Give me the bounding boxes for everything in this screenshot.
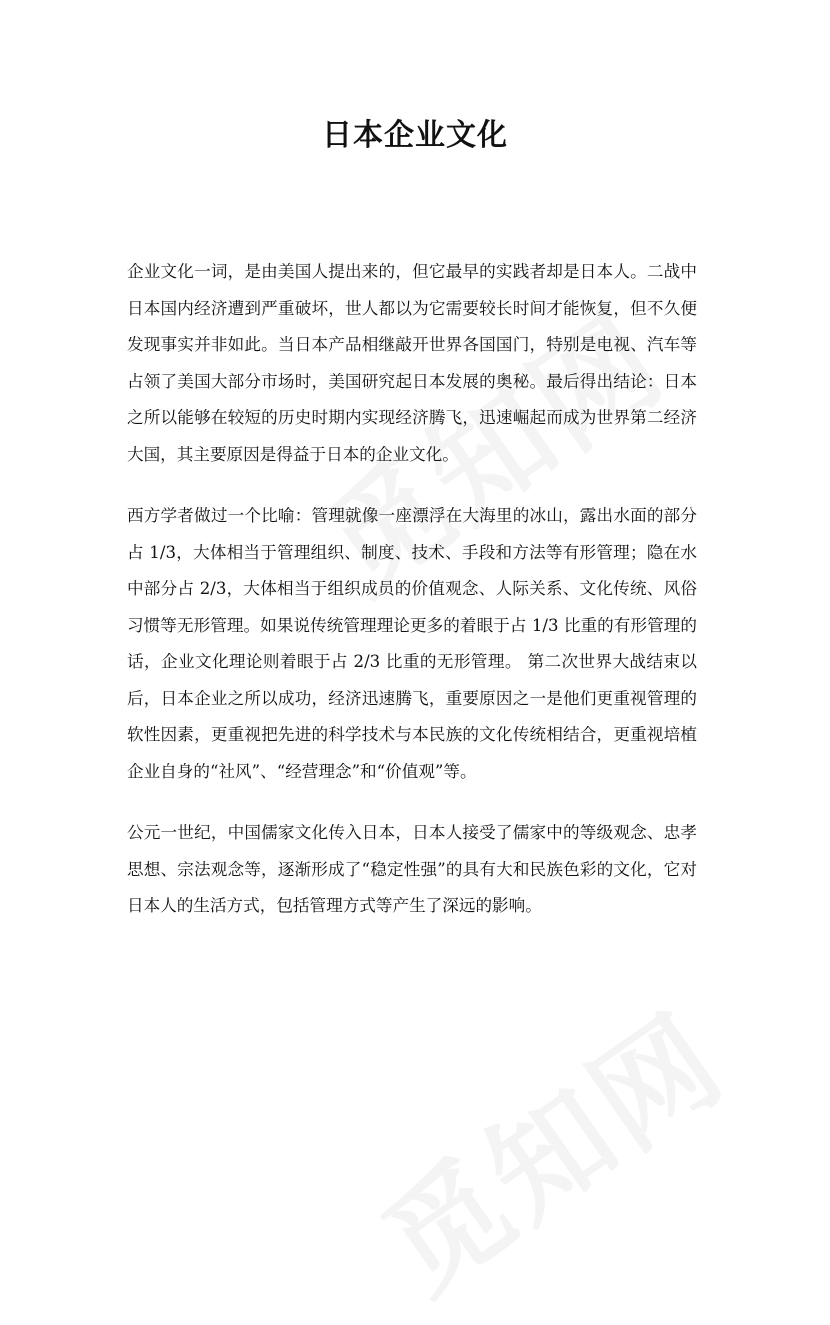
document-title: 日本企业文化 — [322, 118, 508, 153]
paragraph-3: 公元一世纪，中国儒家文化传入日本，日本人接受了儒家中的等级观念、忠孝思想、宗法观念等，逐渐形成了“稳定性强”的具有大和民族色彩的文化，它对日本人的生活方式，包括管理方式等产生了深远的影响。 — [127, 823, 697, 915]
document-body — [127, 254, 697, 950]
paragraph-2: 西方学者做过一个比喻：管理就像一座漂浮在大海里的冰山，露出水面的部分占 1/3，大体相当于管理组织、制度、技术、手段和方法等有形管理；隐在水中部分占 2/3，大体相当于组织成员的价值观念、人际关系、文化传统、风俗习惯等无形管理。如果说传统管理理论更多的着眼于占 1/3 比重的有形管理的话，企业文化理论则着眼于占 2/3 比重的无形管理。 第二次世界大战结束以后，日本企业之所以成功，经济迅速腾飞，重要原因之一是他们更重视管理的软性因素，更重视把先进的科学技术与本民族的文化传统相结合，更重视培植企业自身的“社风”、“经营理念”和“价值观”等。 — [127, 506, 697, 781]
watermark — [345, 967, 753, 1325]
paragraph-1: 企业文化一词，是由美国人提出来的，但它最早的实践者却是日本人。二战中日本国内经济遭到严重破坏，世人都以为它需要较长时间才能恢复，但不久便发现事实并非如此。当日本产品相继敲开世界各国国门，特别是电视、汽车等占领了美国大部分市场时，美国研究起日本发展的奥秘。最后得出结论：日本之所以能够在较短的历史时期内实现经济腾飞，迅速崛起而成为世界第二经济大国，其主要原因是得益于日本的企业文化。 — [127, 262, 697, 464]
